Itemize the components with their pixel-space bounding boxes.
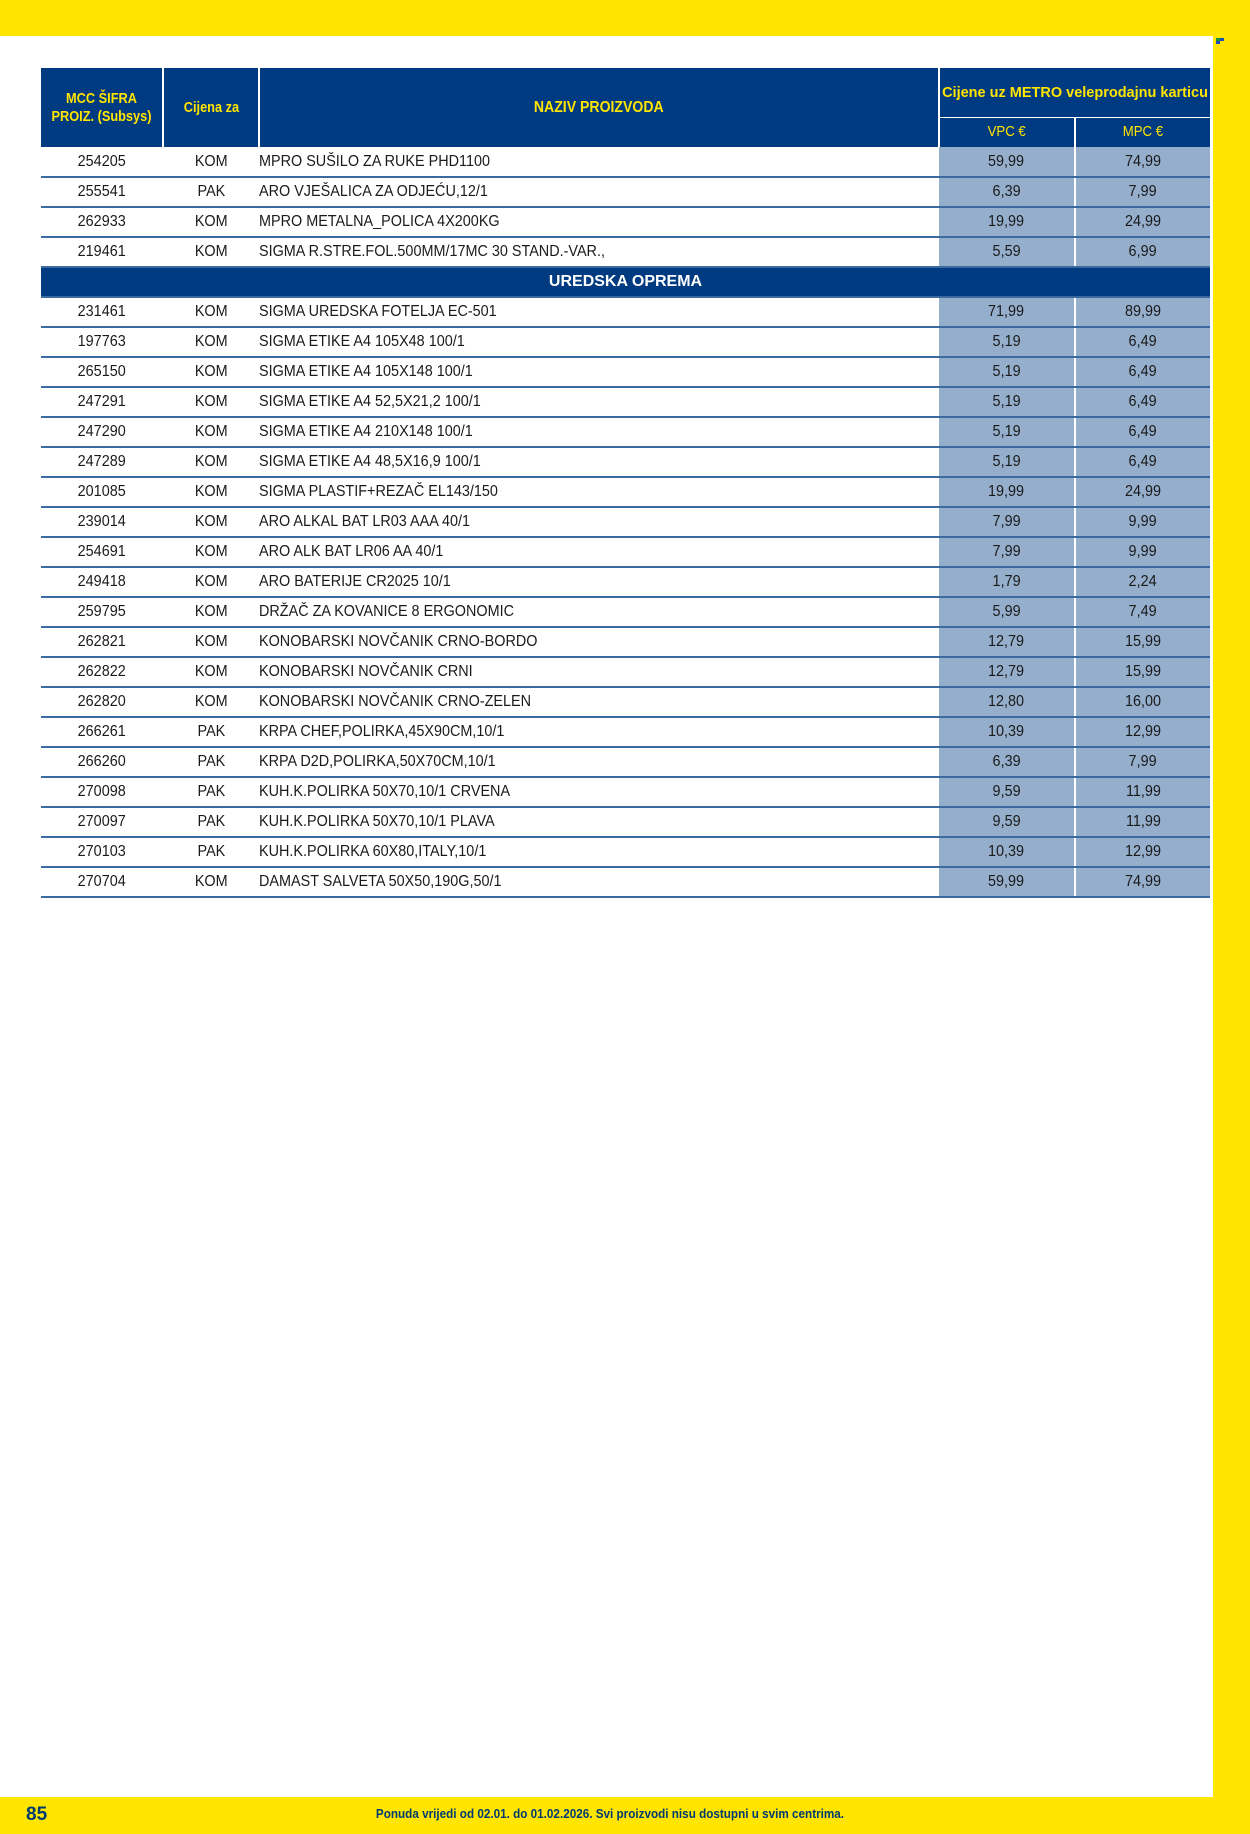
cell-naziv: KUH.K.POLIRKA 60X80,ITALY,10/1	[259, 837, 939, 867]
cell-vpc: 5,19	[939, 327, 1075, 357]
cell-unit: PAK	[163, 747, 259, 777]
cell-mpc: 6,49	[1075, 447, 1210, 477]
table-row	[41, 297, 1210, 327]
cell-mpc: 6,49	[1075, 327, 1210, 357]
cell-vpc: 9,59	[939, 807, 1075, 837]
cell-sifra: 239014	[41, 507, 163, 537]
cell-naziv: ARO BATERIJE CR2025 10/1	[259, 567, 939, 597]
cell-naziv: ARO ALK BAT LR06 AA 40/1	[259, 537, 939, 567]
table-row	[41, 837, 1210, 867]
cell-vpc: 5,59	[939, 237, 1075, 267]
cell-naziv: SIGMA ETIKE A4 52,5X21,2 100/1	[259, 387, 939, 417]
cell-mpc: 6,49	[1075, 357, 1210, 387]
cell-mpc: 2,24	[1075, 567, 1210, 597]
cell-mpc: 11,99	[1075, 807, 1210, 837]
header-sifra: MCC ŠIFRA PROIZ. (Subsys)	[41, 68, 163, 147]
cell-naziv: ARO ALKAL BAT LR03 AAA 40/1	[259, 507, 939, 537]
cell-vpc: 12,79	[939, 657, 1075, 687]
cell-sifra: 262933	[41, 207, 163, 237]
table-row	[41, 177, 1210, 207]
cell-mpc: 9,99	[1075, 507, 1210, 537]
cell-mpc: 11,99	[1075, 777, 1210, 807]
cell-mpc: 15,99	[1075, 657, 1210, 687]
cell-vpc: 5,19	[939, 417, 1075, 447]
header-mpc: MPC €	[1075, 117, 1210, 147]
registration-mark-icon	[1216, 38, 1224, 44]
cell-naziv: KRPA D2D,POLIRKA,50X70CM,10/1	[259, 747, 939, 777]
table-row	[41, 807, 1210, 837]
cell-mpc: 24,99	[1075, 207, 1210, 237]
cell-vpc: 9,59	[939, 777, 1075, 807]
table-row	[41, 237, 1210, 267]
cell-sifra: 255541	[41, 177, 163, 207]
table-row	[41, 327, 1210, 357]
cell-mpc: 9,99	[1075, 537, 1210, 567]
cell-sifra: 254205	[41, 147, 163, 177]
table-row	[41, 147, 1210, 177]
cell-mpc: 12,99	[1075, 717, 1210, 747]
cell-naziv: MPRO METALNA_POLICA 4X200KG	[259, 207, 939, 237]
table-row	[41, 747, 1210, 777]
cell-sifra: 262822	[41, 657, 163, 687]
cell-unit: KOM	[163, 237, 259, 267]
table-row	[41, 567, 1210, 597]
cell-unit: KOM	[163, 567, 259, 597]
table-body-top	[41, 147, 1210, 267]
footer-note: Ponuda vrijedi od 02.01. do 01.02.2026. Svi proizvodi nisu dostupni u svim centrima.	[375, 1806, 845, 1821]
cell-sifra: 266261	[41, 717, 163, 747]
header-cijena-za: Cijena za	[163, 68, 259, 147]
cell-mpc: 15,99	[1075, 627, 1210, 657]
cell-sifra: 247289	[41, 447, 163, 477]
table-row	[41, 597, 1210, 627]
cell-vpc: 71,99	[939, 297, 1075, 327]
cell-naziv: SIGMA ETIKE A4 105X148 100/1	[259, 357, 939, 387]
cell-naziv: KONOBARSKI NOVČANIK CRNO-BORDO	[259, 627, 939, 657]
table-row	[41, 387, 1210, 417]
cell-vpc: 5,19	[939, 387, 1075, 417]
cell-naziv: KONOBARSKI NOVČANIK CRNI	[259, 657, 939, 687]
cell-mpc: 6,49	[1075, 417, 1210, 447]
cell-mpc: 12,99	[1075, 837, 1210, 867]
cell-naziv: SIGMA UREDSKA FOTELJA EC-501	[259, 297, 939, 327]
cell-vpc: 6,39	[939, 747, 1075, 777]
cell-mpc: 7,99	[1075, 177, 1210, 207]
cell-naziv: ARO VJEŠALICA ZA ODJEĆU,12/1	[259, 177, 939, 207]
cell-unit: KOM	[163, 207, 259, 237]
cell-unit: PAK	[163, 807, 259, 837]
cell-mpc: 74,99	[1075, 867, 1210, 897]
cell-naziv: DAMAST SALVETA 50X50,190G,50/1	[259, 867, 939, 897]
cell-vpc: 19,99	[939, 477, 1075, 507]
cell-naziv: KUH.K.POLIRKA 50X70,10/1 PLAVA	[259, 807, 939, 837]
cell-naziv: SIGMA ETIKE A4 48,5X16,9 100/1	[259, 447, 939, 477]
cell-sifra: 249418	[41, 567, 163, 597]
cell-unit: PAK	[163, 777, 259, 807]
cell-mpc: 6,49	[1075, 387, 1210, 417]
cell-vpc: 5,19	[939, 447, 1075, 477]
cell-unit: KOM	[163, 327, 259, 357]
cell-vpc: 59,99	[939, 867, 1075, 897]
cell-sifra: 201085	[41, 477, 163, 507]
cell-unit: PAK	[163, 837, 259, 867]
cell-sifra: 270097	[41, 807, 163, 837]
cell-mpc: 6,99	[1075, 237, 1210, 267]
right-yellow-bar	[1213, 0, 1250, 1834]
cell-unit: KOM	[163, 447, 259, 477]
cell-naziv: SIGMA PLASTIF+REZAČ EL143/150	[259, 477, 939, 507]
cell-unit: KOM	[163, 537, 259, 567]
cell-unit: KOM	[163, 627, 259, 657]
cell-sifra: 270103	[41, 837, 163, 867]
section-title: UREDSKA OPREMA	[41, 267, 1210, 297]
header-price-group: Cijene uz METRO veleprodajnu karticu	[939, 68, 1210, 117]
cell-unit: KOM	[163, 417, 259, 447]
cell-unit: KOM	[163, 507, 259, 537]
table-row	[41, 777, 1210, 807]
cell-naziv: SIGMA ETIKE A4 105X48 100/1	[259, 327, 939, 357]
cell-sifra: 270098	[41, 777, 163, 807]
cell-vpc: 10,39	[939, 837, 1075, 867]
cell-naziv: KONOBARSKI NOVČANIK CRNO-ZELEN	[259, 687, 939, 717]
price-table	[41, 68, 1210, 898]
cell-sifra: 266260	[41, 747, 163, 777]
cell-unit: KOM	[163, 387, 259, 417]
cell-vpc: 7,99	[939, 537, 1075, 567]
cell-vpc: 12,80	[939, 687, 1075, 717]
cell-sifra: 262821	[41, 627, 163, 657]
cell-sifra: 265150	[41, 357, 163, 387]
cell-naziv: SIGMA ETIKE A4 210X148 100/1	[259, 417, 939, 447]
cell-sifra: 262820	[41, 687, 163, 717]
cell-naziv: MPRO SUŠILO ZA RUKE PHD1100	[259, 147, 939, 177]
table-body-section	[41, 297, 1210, 897]
cell-unit: PAK	[163, 177, 259, 207]
header-naziv: NAZIV PROIZVODA	[259, 68, 939, 147]
cell-mpc: 7,49	[1075, 597, 1210, 627]
cell-naziv: KUH.K.POLIRKA 50X70,10/1 CRVENA	[259, 777, 939, 807]
cell-sifra: 254691	[41, 537, 163, 567]
cell-mpc: 74,99	[1075, 147, 1210, 177]
section-header	[41, 267, 1210, 297]
cell-vpc: 7,99	[939, 507, 1075, 537]
cell-sifra: 197763	[41, 327, 163, 357]
cell-sifra: 231461	[41, 297, 163, 327]
cell-unit: PAK	[163, 717, 259, 747]
cell-vpc: 12,79	[939, 627, 1075, 657]
cell-naziv: DRŽAČ ZA KOVANICE 8 ERGONOMIC	[259, 597, 939, 627]
top-yellow-bar	[0, 0, 1250, 36]
table-row	[41, 687, 1210, 717]
cell-sifra: 247290	[41, 417, 163, 447]
cell-unit: KOM	[163, 297, 259, 327]
cell-mpc: 24,99	[1075, 477, 1210, 507]
cell-unit: KOM	[163, 657, 259, 687]
table-row	[41, 657, 1210, 687]
cell-vpc: 1,79	[939, 567, 1075, 597]
table-row	[41, 207, 1210, 237]
table-row	[41, 417, 1210, 447]
table-row	[41, 357, 1210, 387]
table-row	[41, 717, 1210, 747]
page-number: 85	[26, 1804, 48, 1825]
cell-sifra: 247291	[41, 387, 163, 417]
cell-vpc: 5,99	[939, 597, 1075, 627]
table-row	[41, 507, 1210, 537]
cell-sifra: 259795	[41, 597, 163, 627]
header-vpc: VPC €	[939, 117, 1075, 147]
cell-sifra: 270704	[41, 867, 163, 897]
cell-mpc: 16,00	[1075, 687, 1210, 717]
table-row	[41, 477, 1210, 507]
cell-vpc: 5,19	[939, 357, 1075, 387]
table-row	[41, 627, 1210, 657]
cell-unit: KOM	[163, 477, 259, 507]
cell-vpc: 10,39	[939, 717, 1075, 747]
cell-unit: KOM	[163, 147, 259, 177]
cell-unit: KOM	[163, 597, 259, 627]
cell-mpc: 7,99	[1075, 747, 1210, 777]
cell-vpc: 19,99	[939, 207, 1075, 237]
table-row	[41, 447, 1210, 477]
cell-unit: KOM	[163, 357, 259, 387]
cell-naziv: KRPA CHEF,POLIRKA,45X90CM,10/1	[259, 717, 939, 747]
cell-mpc: 89,99	[1075, 297, 1210, 327]
cell-sifra: 219461	[41, 237, 163, 267]
cell-naziv: SIGMA R.STRE.FOL.500MM/17MC 30 STAND.-VAR.,	[259, 237, 939, 267]
table-row	[41, 537, 1210, 567]
cell-vpc: 59,99	[939, 147, 1075, 177]
cell-vpc: 6,39	[939, 177, 1075, 207]
table-row	[41, 867, 1210, 897]
table-header	[41, 68, 1210, 147]
cell-unit: KOM	[163, 687, 259, 717]
cell-unit: KOM	[163, 867, 259, 897]
